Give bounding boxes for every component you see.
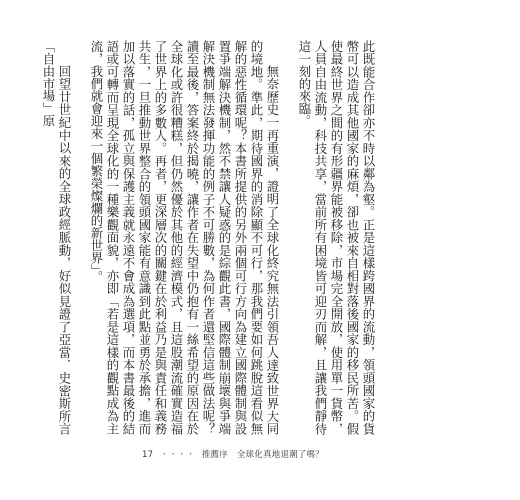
page-number: 17 [142,450,154,460]
paragraph-3: 回望廿世紀中以來的全球政經脈動，好似見證了亞當．史密斯所言「自由市場」原 [41,40,72,435]
vertical-body-text [41,40,376,435]
paragraph-2: 無奈歷史一再重演，證明了全球化終究無法引領吾人達致世界大同的境地。準此，期待國界的消除顯不可行，那我們要如何跳脫這看似無解的惡性循環呢？本書所提供的另外兩個可行方向為建立國際體制與設置爭端解決機制，然不禁讓人疑惑的是綜觀此書，國際體制崩壞與爭端解決機制無法發揮功能的例子不可勝數，為何作者還堅信這些做法呢？讀至最後，答案終於揭曉，讓作者在失望中仍抱有一絲希望的原因在於全球化或許很糟糕，但仍然優於其他的經濟模式，且這股潮流確實造福了世界上的多數人。再者，更深層次的關鍵在於利益乃是與責任和義務共生，一旦推動世界整合的領頭國家能有意識到此點並勇於承擔，進而加以落實的話，孤立與保護主義就永遠不會成為選項，而本書最後的結語或可轉而呈現全球化的一種樂觀面貌，亦即「若是這樣的觀點成為主流，我們就會迎來一個繁榮燦爛的新世界」。 [89,40,280,435]
footer-dots: ・・・・ [160,450,195,460]
paragraph-1: 此既能合作卻亦不時以鄰為壑。正是這樣跨國界的流動，領頭國家的貨幣可以造成其他國家的麻煩，卻也被來自相對落後國家的移民所苦。假使最終世界之間的有形疆界能被移除，市場完全開放，使用單一貨幣，人員自由流動，科技共享，當前所有困境皆可迎刃而解，且讓我們靜待這一刻的來臨。 [297,40,376,435]
section-label: 推薦序 [201,450,228,460]
page-footer [142,448,324,460]
chapter-title: 全球化真地退潮了嗎？ [236,450,324,460]
